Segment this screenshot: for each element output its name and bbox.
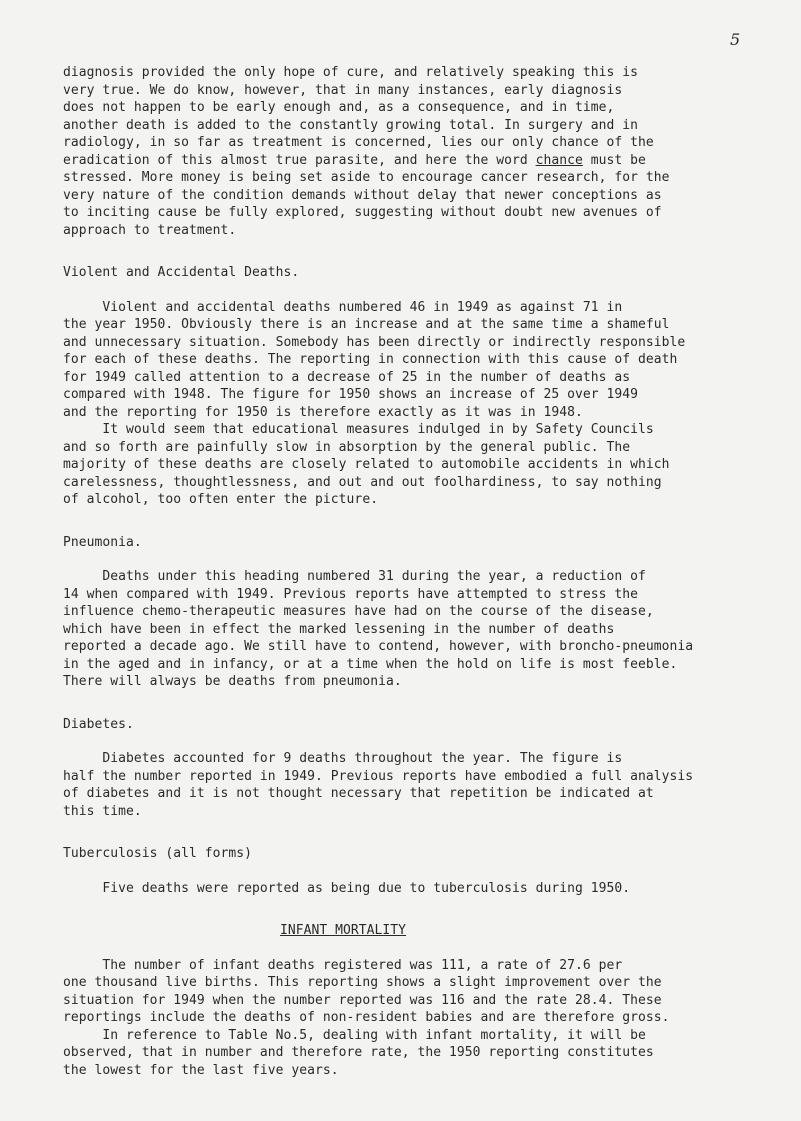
text-line: very true. We do know, however, that in many instances, early diagnosis bbox=[63, 82, 623, 98]
text-line: the year 1950. Obviously there is an increase and at the same time a shameful bbox=[63, 317, 670, 332]
text-line: Diabetes accounted for 9 deaths throughout the year. The figure is bbox=[63, 751, 623, 766]
text-line: In reference to Table No.5, dealing with infant mortality, it will be bbox=[63, 1027, 646, 1043]
page-number: 5 bbox=[730, 30, 741, 49]
text-line: another death is added to the constantly growing total. In surgery and in bbox=[63, 117, 638, 133]
text-line: carelessness, thoughtlessness, and out and out foolhardiness, to say nothing bbox=[63, 474, 662, 490]
text-line: this time. bbox=[63, 803, 142, 819]
text-line: compared with 1948. The figure for 1950 shows an increase of 25 over 1949 bbox=[63, 387, 638, 402]
text-line: half the number reported in 1949. Previous reports have embodied a full analysis bbox=[63, 768, 694, 784]
body-text bbox=[63, 64, 763, 1079]
text-line: There will always be deaths from pneumonia. bbox=[63, 674, 402, 689]
text-line: reportings include the deaths of non-resident babies and are therefore gross. bbox=[63, 1010, 670, 1025]
emphasized-word: chance bbox=[535, 152, 583, 168]
section-heading-pneumonia: Pneumonia. bbox=[63, 534, 142, 550]
text-line: observed, that in number and therefore rate, the 1950 reporting constitutes bbox=[63, 1045, 654, 1060]
text-line: 14 when compared with 1949. Previous reports have attempted to stress the bbox=[63, 586, 638, 602]
text-line: to inciting cause be fully explored, suggesting without doubt new avenues of bbox=[63, 205, 662, 220]
section-heading-violent: Violent and Accidental Deaths. bbox=[63, 265, 300, 280]
text-line: in the aged and in infancy, or at a time when the hold on life is most feeble. bbox=[63, 656, 678, 672]
text-line: stressed. More money is being set aside to encourage cancer research, for the bbox=[63, 170, 670, 185]
section-heading-diabetes: Diabetes. bbox=[63, 716, 134, 732]
text-line-with-emphasis bbox=[63, 152, 763, 170]
section-heading-infant-mortality: INFANT MORTALITY bbox=[280, 923, 407, 938]
text-line: Five deaths were reported as being due to tuberculosis during 1950. bbox=[63, 880, 631, 896]
text-line: Deaths under this heading numbered 31 during the year, a reduction of bbox=[63, 569, 646, 584]
text-line: the lowest for the last five years. bbox=[63, 1062, 339, 1078]
text-line: does not happen to be early enough and, as a consequence, and in time, bbox=[63, 100, 615, 115]
text-line: one thousand live births. This reporting shows a slight improvement over the bbox=[63, 975, 662, 990]
text-line: approach to treatment. bbox=[63, 222, 237, 238]
text-line: reported a decade ago. We still have to contend, however, with broncho-pneumonia bbox=[63, 639, 694, 654]
text-line: diagnosis provided the only hope of cure, and relatively speaking this is bbox=[63, 65, 638, 80]
text-line: and so forth are painfully slow in absorption by the general public. The bbox=[63, 439, 631, 455]
text-line: and the reporting for 1950 is therefore exactly as it was in 1948. bbox=[63, 404, 583, 420]
text-line: of diabetes and it is not thought necessary that repetition be indicated at bbox=[63, 786, 654, 801]
text-line: majority of these deaths are closely related to automobile accidents in which bbox=[63, 457, 670, 472]
text-line: which have been in effect the marked lessening in the number of deaths bbox=[63, 621, 615, 637]
text-line: for each of these deaths. The reporting in connection with this cause of death bbox=[63, 352, 678, 367]
text-line: radiology, in so far as treatment is concerned, lies our only chance of the bbox=[63, 135, 654, 150]
text-fragment: must be bbox=[582, 152, 646, 168]
text-line: of alcohol, too often enter the picture. bbox=[63, 492, 379, 507]
text-line: influence chemo-therapeutic measures have had on the course of the disease, bbox=[63, 604, 654, 619]
text-fragment: eradication of this almost true parasite, and here the word bbox=[63, 152, 536, 168]
text-line: for 1949 called attention to a decrease of 25 in the number of deaths as bbox=[63, 369, 631, 385]
text-line: situation for 1949 when the number reported was 116 and the rate 28.4. These bbox=[63, 992, 662, 1008]
text-line: It would seem that educational measures indulged in by Safety Councils bbox=[63, 422, 654, 437]
text-line: The number of infant deaths registered was 111, a rate of 27.6 per bbox=[63, 957, 623, 973]
text-line: very nature of the condition demands without delay that newer conceptions as bbox=[63, 187, 662, 203]
section-heading-tuberculosis: Tuberculosis (all forms) bbox=[63, 846, 253, 861]
text-line: Violent and accidental deaths numbered 46 in 1949 as against 71 in bbox=[63, 299, 623, 315]
text-line: and unnecessary situation. Somebody has been directly or indirectly responsible bbox=[63, 334, 686, 350]
